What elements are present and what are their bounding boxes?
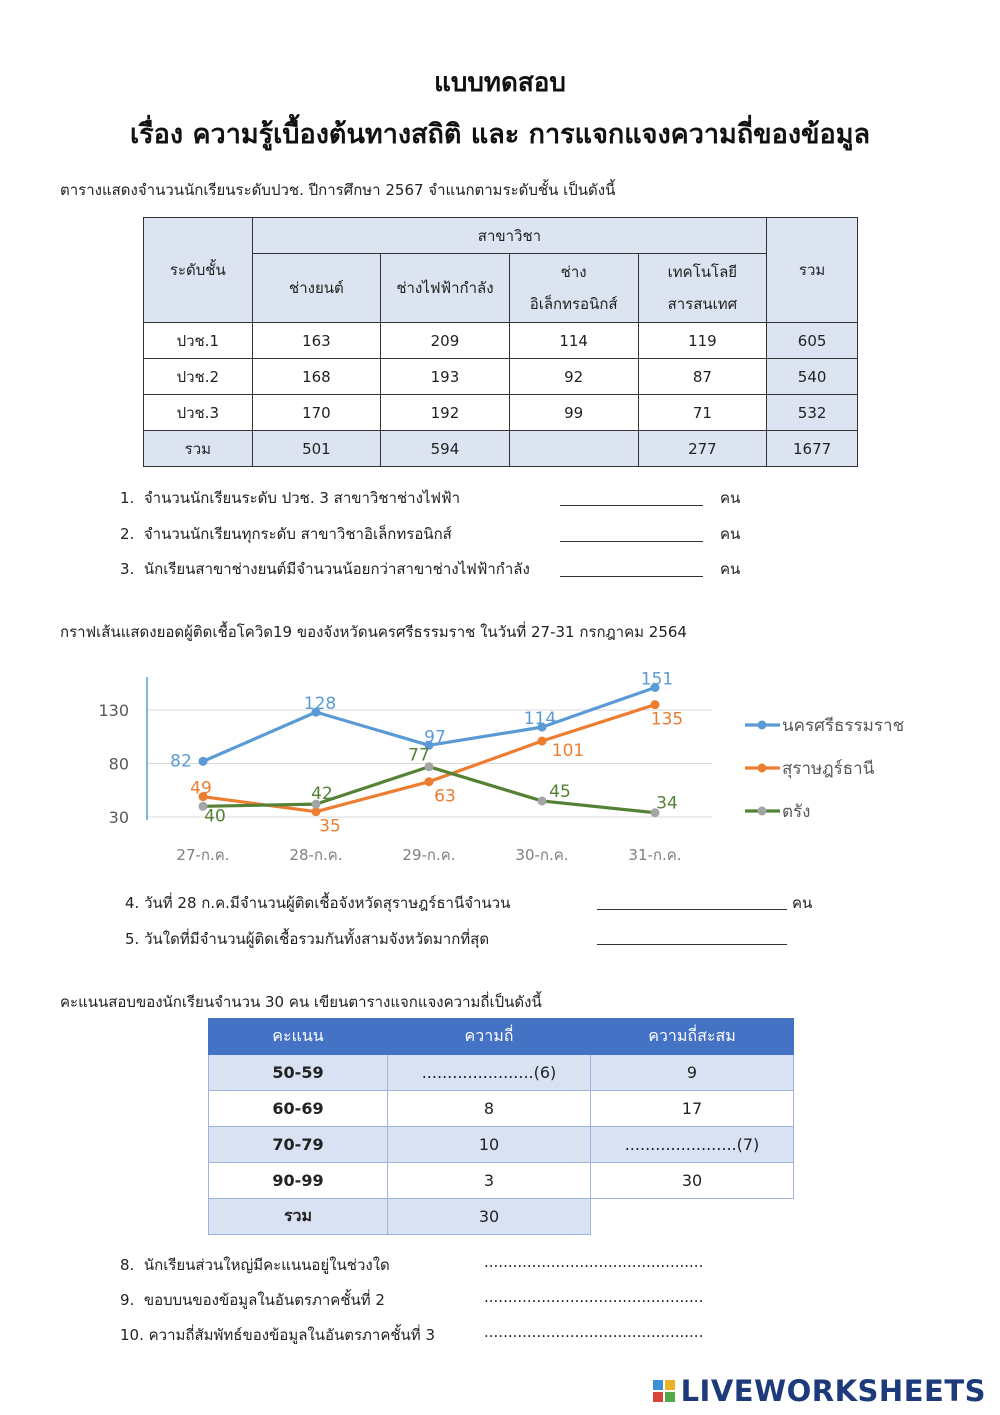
cell: 119 [638, 323, 767, 359]
total-label: รวม [209, 1199, 388, 1235]
question-number: 5. [125, 930, 140, 948]
col-it-line2: สารสนเทศ [667, 295, 738, 313]
question-9 [120, 1288, 385, 1312]
unit: คน [720, 525, 741, 543]
liveworksheets-logo[interactable] [653, 1374, 986, 1408]
header-score: คะแนน [209, 1019, 388, 1055]
question-4 [125, 891, 510, 915]
legend-label: ตรัง [782, 802, 811, 822]
liveworksheets-logo-icon [653, 1380, 675, 1402]
table-row [144, 323, 858, 359]
x-tick-label: 31-ก.ค. [628, 846, 682, 864]
x-tick-label: 28-ก.ค. [289, 846, 343, 864]
y-tick-label: 80 [108, 754, 129, 774]
total-value: 30 [388, 1199, 591, 1235]
legend-label: นครศรีธรรมราช [782, 716, 905, 736]
level-header: ระดับชั้น [144, 218, 253, 323]
data-label: 101 [551, 741, 585, 762]
data-label: 45 [549, 781, 571, 802]
answer-blank-1[interactable] [560, 490, 703, 506]
cumulative-cell: 17 [591, 1091, 794, 1127]
answer-blank-5[interactable] [597, 929, 787, 945]
page-subtitle: เรื่อง ความรู้เบื้องต้นทางสถิติ และ การแจกแจงความถี่ของข้อมูล [129, 119, 871, 150]
question-number: 3. [120, 560, 135, 578]
cell: 170 [252, 395, 381, 431]
branch-header: สาขาวิชา [252, 218, 767, 254]
question-8 [120, 1253, 390, 1277]
legend-marker [758, 721, 767, 730]
question-number: 10. [120, 1326, 144, 1344]
unit: คน [792, 894, 813, 912]
cell: 87 [638, 359, 767, 395]
data-label: 40 [204, 806, 226, 827]
question-text: นักเรียนสาขาช่างยนต์มีจำนวนน้อยกว่าสาขาช่างไฟฟ้ากำลัง [143, 560, 530, 578]
frequency-table [208, 1018, 794, 1235]
question-text: ขอบบนของข้อมูลในอันตรภาคชั้นที่ 2 [143, 1291, 385, 1309]
score-range: 50-59 [209, 1055, 388, 1091]
col-it [638, 254, 767, 323]
question-text: นักเรียนส่วนใหญ่มีคะแนนอยู่ในช่วงใด [143, 1256, 390, 1274]
table-row [209, 1127, 794, 1163]
cell: 594 [381, 431, 510, 467]
data-label: 63 [434, 786, 456, 807]
answer-cell[interactable] [509, 431, 638, 467]
data-label: 77 [408, 745, 430, 766]
question-number: 2. [120, 525, 135, 543]
score-range: 70-79 [209, 1127, 388, 1163]
answer-field-6[interactable]: ......................(6) [388, 1055, 591, 1091]
score-range: 90-99 [209, 1163, 388, 1199]
cell: 163 [252, 323, 381, 359]
frequency-cell: 3 [388, 1163, 591, 1199]
table-row [144, 395, 858, 431]
col-electronics [509, 254, 638, 323]
question-text: วันใดที่มีจำนวนผู้ติดเชื้อรวมกันทั้งสามจังหวัดมากที่สุด [144, 930, 490, 948]
x-tick-label: 30-ก.ค. [515, 846, 569, 864]
row-total: 540 [767, 359, 858, 395]
data-point [538, 796, 547, 805]
col-auto-mechanics: ช่างยนต์ [252, 254, 381, 323]
legend-marker [758, 807, 767, 816]
question-text: ความถี่สัมพัทธ์ของข้อมูลในอันตรภาคชั้นที่ 3 [148, 1326, 436, 1344]
row-level: ปวช.1 [144, 323, 253, 359]
table2-caption: คะแนนสอบของนักเรียนจำนวน 30 คน เขียนตารางแจกแจงความถี่เป็นดังนี้ [60, 993, 542, 1011]
score-range: 60-69 [209, 1091, 388, 1127]
data-point [425, 777, 434, 786]
data-label: 135 [650, 709, 684, 730]
answer-blank-10[interactable]: .............................................. [484, 1323, 704, 1341]
frequency-cell: 10 [388, 1127, 591, 1163]
data-label: 34 [656, 793, 678, 814]
student-count-table [143, 217, 858, 467]
data-point [199, 757, 208, 766]
data-point [651, 700, 660, 709]
table-row [209, 1055, 794, 1091]
question-1 [120, 486, 460, 510]
question-text: จำนวนนักเรียนทุกระดับ สาขาวิชาอิเล็กทรอนิกส์ [143, 525, 452, 543]
row-level: ปวช.2 [144, 359, 253, 395]
data-point [538, 737, 547, 746]
col-electric-power: ช่างไฟฟ้ากำลัง [381, 254, 510, 323]
y-tick-label: 30 [108, 808, 129, 827]
question-number: 9. [120, 1291, 135, 1309]
brand-text: LIVEWORKSHEETS [680, 1374, 986, 1408]
answer-blank-2[interactable] [560, 526, 703, 542]
table1-caption: ตารางแสดงจำนวนนักเรียนระดับปวช. ปีการศึกษา 2567 จำแนกตามระดับชั้น เป็นดังนี้ [60, 181, 616, 199]
legend-marker [758, 764, 767, 773]
cumulative-cell: 9 [591, 1055, 794, 1091]
row-total: 532 [767, 395, 858, 431]
table-row [209, 1163, 794, 1199]
header-cumulative: ความถี่สะสม [591, 1019, 794, 1055]
data-label: 128 [303, 694, 337, 715]
question-number: 1. [120, 489, 135, 507]
answer-blank-9[interactable]: .............................................. [484, 1288, 704, 1306]
question-number: 8. [120, 1256, 135, 1274]
table-row [209, 1091, 794, 1127]
series-line [203, 767, 655, 813]
data-label: 35 [319, 816, 341, 837]
empty-cell [591, 1199, 794, 1235]
covid-line-chart [80, 665, 940, 875]
page-title: แบบทดสอบ [434, 68, 566, 98]
data-label: 42 [311, 784, 333, 805]
x-tick-label: 29-ก.ค. [402, 846, 456, 864]
header-frequency: ความถี่ [388, 1019, 591, 1055]
cell: 209 [381, 323, 510, 359]
table-row [144, 359, 858, 395]
grand-total: 1677 [767, 431, 858, 467]
legend-label: สุราษฎร์ธานี [782, 759, 875, 779]
cell: 193 [381, 359, 510, 395]
cell: 71 [638, 395, 767, 431]
chart-caption: กราฟเส้นแสดงยอดผู้ติดเชื้อโควิด19 ของจังหวัดนครศรีธรรมราช ในวันที่ 27-31 กรกฎาคม 2564 [60, 623, 687, 641]
row-level: รวม [144, 431, 253, 467]
row-level: ปวช.3 [144, 395, 253, 431]
data-label: 151 [640, 669, 674, 690]
question-number: 4. [125, 894, 140, 912]
cell: 92 [509, 359, 638, 395]
question-3 [120, 557, 530, 581]
question-text: จำนวนนักเรียนระดับ ปวช. 3 สาขาวิชาช่างไฟฟ้า [143, 489, 461, 507]
x-tick-label: 27-ก.ค. [176, 846, 230, 864]
answer-blank-8[interactable]: .............................................. [484, 1253, 704, 1271]
table-row-total [144, 431, 858, 467]
y-tick-label: 130 [98, 701, 129, 720]
col-electronics-line2: อิเล็กทรอนิกส์ [529, 295, 618, 313]
cumulative-cell: 30 [591, 1163, 794, 1199]
answer-blank-4[interactable] [597, 894, 787, 910]
data-label: 82 [170, 751, 192, 772]
col-electronics-line1: ช่าง [560, 263, 587, 281]
answer-field-7[interactable]: ......................(7) [591, 1127, 794, 1163]
total-header: รวม [767, 218, 858, 323]
col-it-line1: เทคโนโลยี [667, 263, 738, 281]
question-5 [125, 927, 489, 951]
question-2 [120, 522, 452, 546]
cell: 114 [509, 323, 638, 359]
answer-blank-3[interactable] [560, 561, 703, 577]
question-text: วันที่ 28 ก.ค.มีจำนวนผู้ติดเชื้อจังหวัดสุราษฎร์ธานีจำนวน [144, 894, 511, 912]
data-label: 49 [190, 778, 212, 799]
question-10 [120, 1323, 435, 1347]
unit: คน [720, 560, 741, 578]
cell: 168 [252, 359, 381, 395]
row-total: 605 [767, 323, 858, 359]
cell: 192 [381, 395, 510, 431]
data-label: 97 [424, 727, 446, 748]
table-row-total [209, 1199, 794, 1235]
cell: 501 [252, 431, 381, 467]
cell: 277 [638, 431, 767, 467]
cell: 99 [509, 395, 638, 431]
data-label: 114 [523, 709, 557, 730]
frequency-cell: 8 [388, 1091, 591, 1127]
unit: คน [720, 489, 741, 507]
